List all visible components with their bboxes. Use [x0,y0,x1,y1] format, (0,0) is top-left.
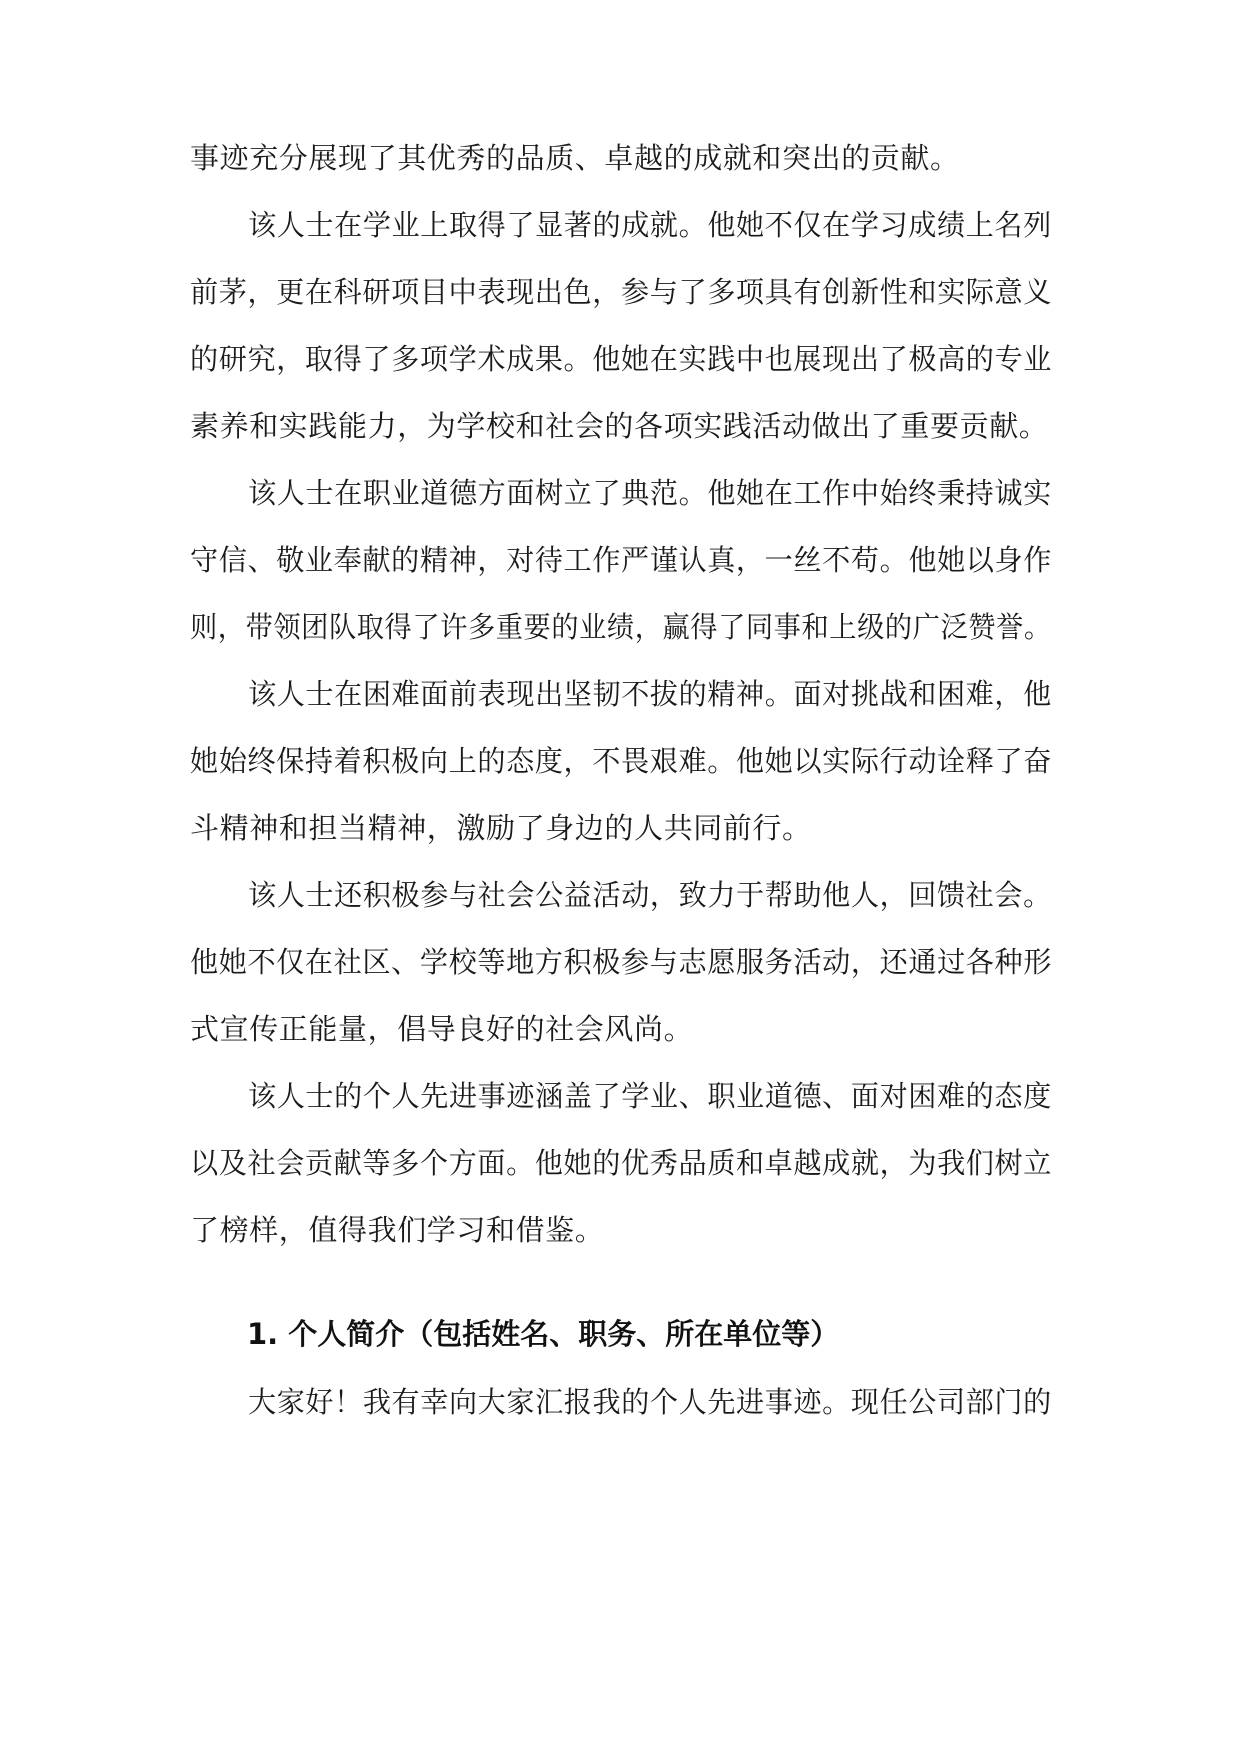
paragraph-line: 前茅，更在科研项目中表现出色，参与了多项具有创新性和实际意义 [190,275,1053,309]
paragraph-line: 大家好！我有幸向大家汇报我的个人先进事迹。现任公司部门的 [248,1385,1052,1419]
paragraph-line: 他她不仅在社区、学校等地方积极参与志愿服务活动，还通过各种形 [190,945,1053,979]
paragraph-line: 该人士在困难面前表现出坚韧不拔的精神。面对挑战和困难，他 [248,677,1052,711]
paragraph-line: 守信、敬业奉献的精神，对待工作严谨认真，一丝不苟。他她以身作 [190,543,1053,577]
paragraph-line: 事迹充分展现了其优秀的品质、卓越的成就和突出的贡献。 [190,141,960,175]
paragraph-line: 则，带领团队取得了许多重要的业绩，赢得了同事和上级的广泛赞誉。 [190,610,1052,644]
paragraph-line: 该人士在学业上取得了显著的成就。他她不仅在学习成绩上名列 [248,208,1052,242]
paragraph-line: 了榜样，值得我们学习和借鉴。 [190,1213,605,1247]
paragraph-line: 的研究，取得了多项学术成果。他她在实践中也展现出了极高的专业 [190,342,1053,376]
paragraph-line: 以及社会贡献等多个方面。他她的优秀品质和卓越成就，为我们树立 [190,1146,1053,1180]
paragraph-line: 该人士在职业道德方面树立了典范。他她在工作中始终秉持诚实 [248,476,1052,510]
paragraph-line: 素养和实践能力，为学校和社会的各项实践活动做出了重要贡献。 [190,409,1049,443]
paragraph-line: 式宣传正能量，倡导良好的社会风尚。 [190,1012,694,1046]
paragraph-line: 该人士还积极参与社会公益活动，致力于帮助他人，回馈社会。 [248,878,1052,912]
section-heading: 1. 个人简介（包括姓名、职务、所在单位等） [247,1317,840,1351]
paragraph-line: 她始终保持着积极向上的态度，不畏艰难。他她以实际行动诠释了奋 [190,744,1053,778]
paragraph-line: 斗精神和担当精神，激励了身边的人共同前行。 [190,811,812,845]
paragraph-line: 该人士的个人先进事迹涵盖了学业、职业道德、面对困难的态度 [248,1079,1052,1113]
